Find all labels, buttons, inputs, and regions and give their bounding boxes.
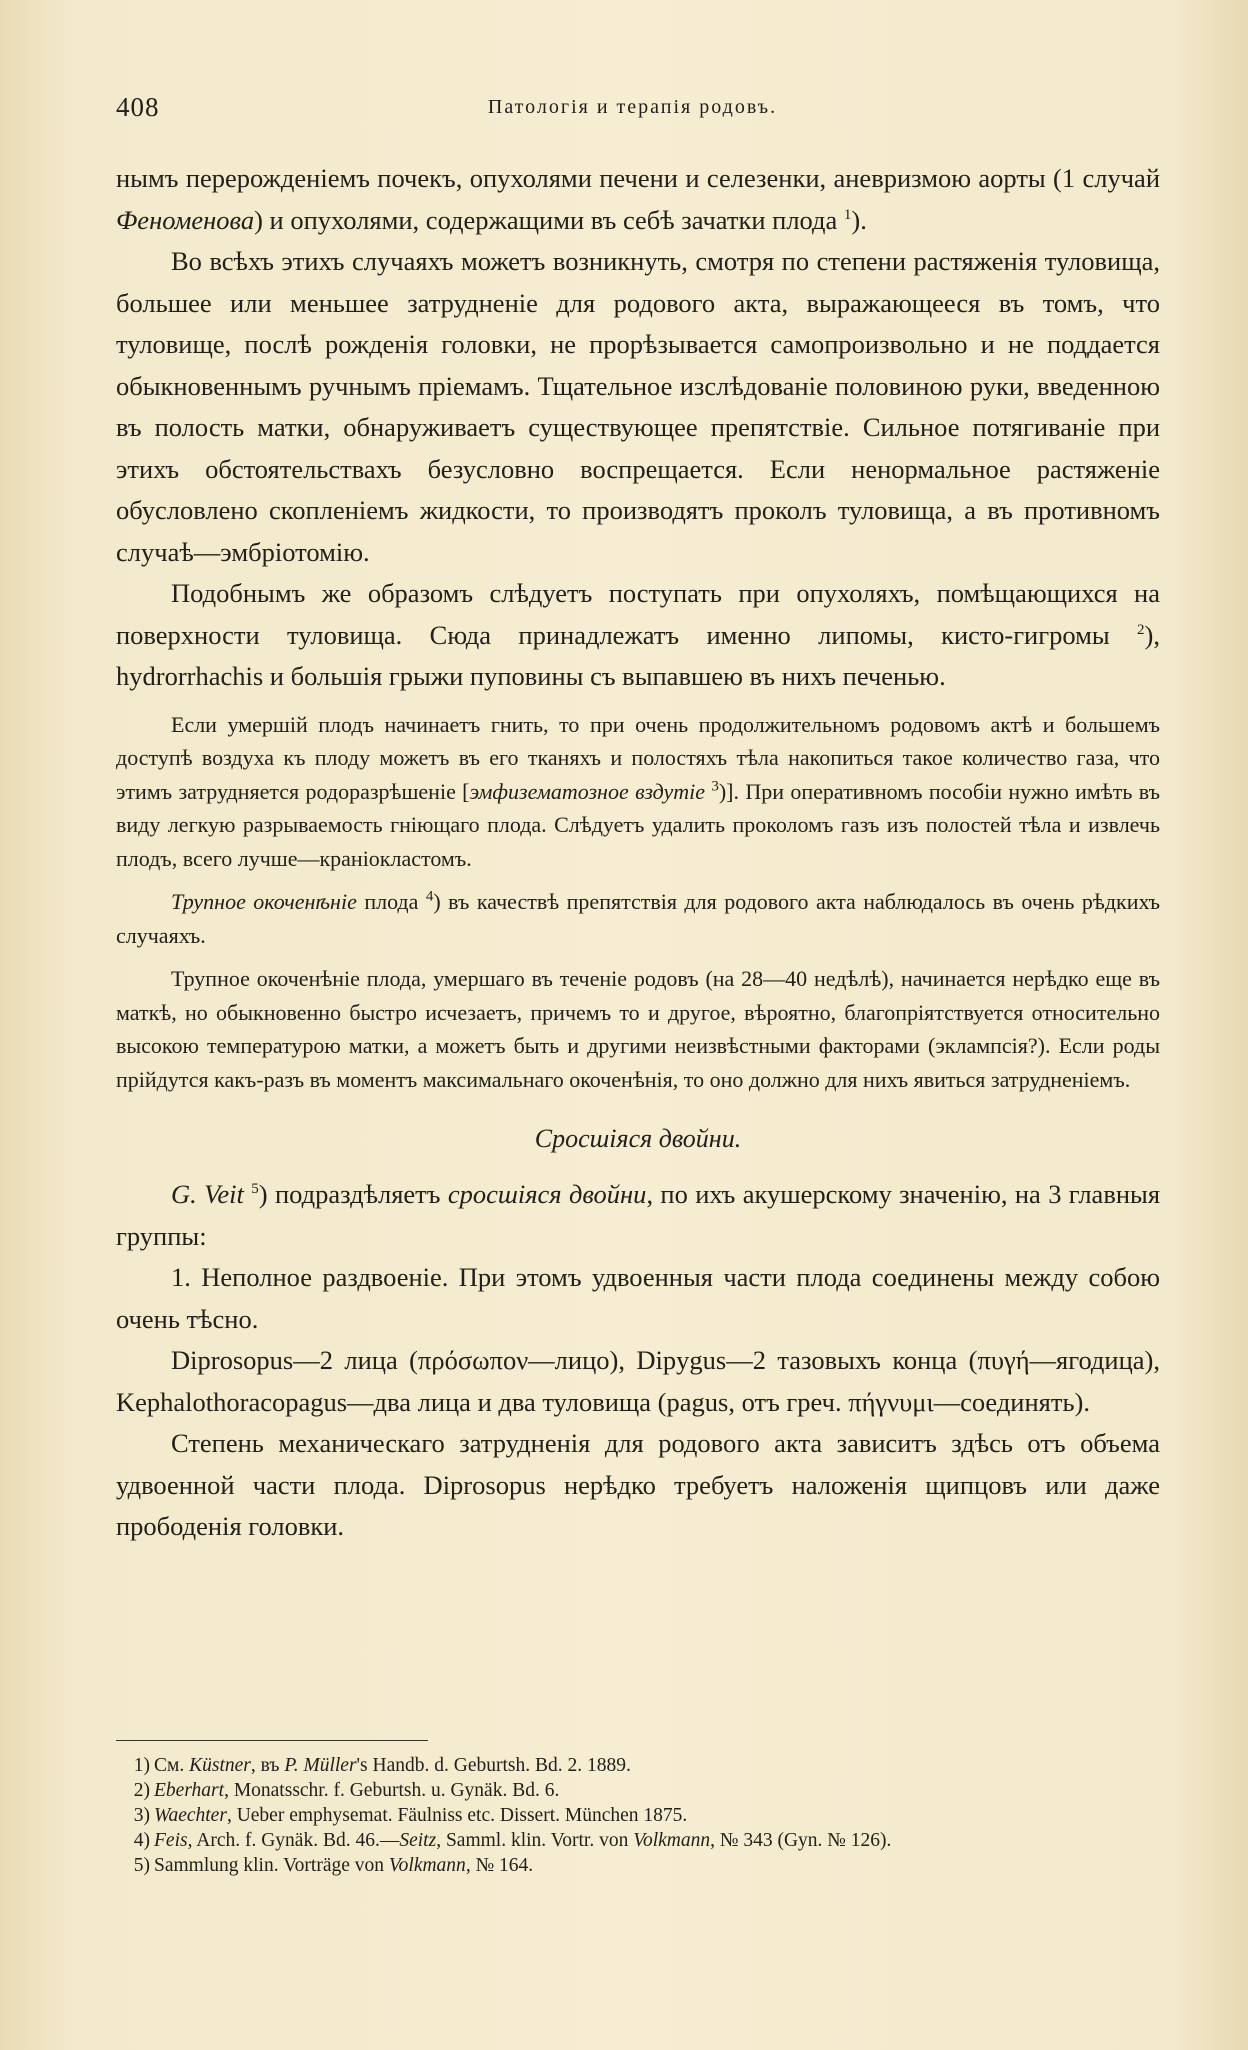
- footnote-ref: 3: [711, 778, 719, 795]
- running-head: Патологія и терапія родовъ.: [487, 96, 778, 118]
- text-run: ) подраздѣляетъ: [258, 1179, 448, 1209]
- text-run: Во всѣхъ этихъ случаяхъ можетъ возникнуть, смотря по степени растяженія туловища, большее или меньшее затрудненіе для родового акта, выражающееся въ томъ, что туловище, послѣ рожденія головки, не прорѣзывается самопроизвольно и не поддается обыкновеннымъ ручнымъ пріемамъ. Тщательное изслѣдованіе половиною руки, введенною въ полость матки, обнаруживаетъ существующее препятствіе. Сильное потягиваніе при этихъ обстоятельствахъ безусловно воспрещается. Если ненормальное растяженіе обусловлено скопленіемъ жидкости, то производятъ проколъ туловища, а въ противномъ случаѣ—эмбріотомію.: [116, 246, 1160, 567]
- paragraph: [116, 573, 1160, 698]
- paragraph: [116, 1340, 1160, 1423]
- text-run: ) и опухолями, содержащими въ себѣ зачатки плода: [254, 204, 844, 235]
- footnote-rule: [116, 1740, 428, 1741]
- italic-text: Seitz: [399, 1830, 437, 1851]
- paragraph: [116, 708, 1160, 876]
- footnote-mark: 1): [133, 1755, 150, 1776]
- footnote: [116, 1803, 1160, 1828]
- text-run: 's Handb. d. Geburtsh. Bd. 2. 1889.: [356, 1755, 631, 1776]
- section-heading: Сросшіяся двойни.: [534, 1124, 742, 1153]
- footnote-mark: 3): [133, 1805, 150, 1826]
- text-run: , въ: [250, 1755, 285, 1776]
- text-run: , Arch. f. Gynäk. Bd. 46.—: [187, 1830, 400, 1851]
- italic-text: Volkmann: [388, 1855, 466, 1876]
- italic-text: Waechter: [154, 1805, 227, 1826]
- text-run: Если умершій плодъ начинаетъ гнить, то при очень продолжительномъ родовомъ актѣ и большемъ доступѣ воздуха къ плоду можетъ въ его тканяхъ и полостяхъ тѣла накопиться такое количество газа, что этимъ затрудняется родоразрѣшеніе [: [116, 711, 1160, 804]
- paragraph: [116, 1257, 1160, 1340]
- paragraph: [116, 1423, 1160, 1548]
- footnote: [116, 1853, 1160, 1878]
- text-run: плода: [356, 889, 426, 914]
- italic-text: Трупное окоченѣніе: [171, 889, 357, 914]
- footnote-mark: 2): [133, 1780, 150, 1801]
- paragraph: [116, 241, 1160, 573]
- text-run: Подобнымъ же образомъ слѣдуетъ поступать при опухоляхъ, помѣщающихся на поверхности туловища. Сюда принадлежатъ именно липомы, кисто-гигромы: [116, 578, 1160, 650]
- text-run: , № 343 (Gyn. № 126).: [710, 1830, 892, 1851]
- page-number: 408: [116, 92, 160, 122]
- footnotes: [116, 1740, 1160, 1878]
- footnote-ref: 2: [1137, 621, 1145, 638]
- italic-text: P. Müller: [284, 1755, 357, 1776]
- italic-text: Küstner: [189, 1755, 251, 1776]
- text-run: , по ихъ акушерскому значенію, на 3 главныя группы:: [116, 1179, 1161, 1251]
- paragraph-group-2: [116, 1174, 1160, 1548]
- paragraph: [116, 1174, 1160, 1257]
- italic-text: Eberhart: [154, 1780, 225, 1801]
- text-run: нымъ перерожденіемъ почекъ, опухолями печени и селезенки, аневризмою аорты (1 случай: [116, 163, 1160, 193]
- text-run: , Monatsschr. f. Geburtsh. u. Gynäk. Bd. 6.: [224, 1780, 560, 1801]
- footnote-ref: 5: [251, 1181, 259, 1198]
- footnote-list: [116, 1753, 1160, 1878]
- paragraph: [116, 885, 1160, 952]
- main-text: [116, 158, 1160, 1548]
- text-run: Степень механическаго затрудненія для родового акта зависитъ здѣсь отъ объема удвоенной части плода. Diprosopus нерѣдко требуетъ наложенія щипцовъ или даже прободенія головки.: [116, 1428, 1160, 1541]
- italic-text: Volkmann: [633, 1830, 711, 1851]
- italic-text: Феноменова: [116, 204, 255, 235]
- text-run: Diprosopus—2 лица (πρόσωπον—лицо), Dipygus—2 тазовыхъ конца (πυγή—ягодица), Kephalothoracopagus—два лица и два туловища (pagus, отъ греч. πήγνυμι—соединять).: [116, 1345, 1160, 1417]
- italic-text: G. Veit: [171, 1179, 244, 1209]
- italic-text: эмфизематозное вздутіе: [469, 778, 705, 804]
- footnote-ref: 4: [425, 888, 434, 905]
- footnote-mark: 4): [133, 1830, 150, 1851]
- text-run: , Samml. klin. Vortr. von: [436, 1830, 634, 1851]
- text-run: Sammlung klin. Vorträge von: [154, 1855, 389, 1876]
- text-run: Трупное окоченѣніе плода, умершаго въ теченіе родовъ (на 28—40 недѣлѣ), начинается нерѣдко еще въ маткѣ, но обыкновенно быстро исчезаетъ, причемъ то и другое, вѣроятно, благопріятствуется относительно высокою температурою матки, а можетъ быть и другими неизвѣстными факторами (эклампсія?). Если роды прійдутся какъ-разъ въ моментъ максимальнаго окоченѣнія, то оно должно для нихъ явиться затрудненіемъ.: [116, 966, 1160, 1092]
- text-run: , Ueber emphysemat. Fäulniss etc. Dissert. München 1875.: [226, 1805, 688, 1826]
- text-run: )]. При оперативномъ пособіи нужно имѣть въ виду легкую разрываемость гніющаго плода. Слѣдуетъ удалить проколомъ газъ изъ полостей тѣла и извлечь плодъ, всего лучше—краніокластомъ.: [116, 778, 1160, 871]
- footnote-mark: 5): [133, 1855, 150, 1876]
- text-run: ), hydrorrhachis и большія грыжи пуповины съ выпавшею въ нихъ печенью.: [116, 619, 1160, 691]
- paragraph: [116, 962, 1160, 1096]
- footnote: [116, 1753, 1160, 1778]
- text-run: ).: [851, 204, 867, 235]
- page-header: [110, 92, 1155, 132]
- text-run: , № 164.: [465, 1855, 534, 1876]
- text-run: ) въ качествѣ препятствія для родового акта наблюдалось въ очень рѣдкихъ случаяхъ.: [116, 889, 1161, 948]
- footnote-ref: 1: [843, 206, 852, 223]
- text-run: См.: [154, 1755, 190, 1776]
- italic-text: Feis: [154, 1830, 188, 1851]
- text-run: 1. Неполное раздвоеніе. При этомъ удвоенныя части плода соединены между собою очень тѣсно.: [116, 1262, 1160, 1334]
- footnote: [116, 1828, 1160, 1853]
- paragraph: [116, 158, 1160, 241]
- paragraph-group-1: [116, 158, 1160, 1096]
- italic-text: сросшіяся двойни: [447, 1179, 647, 1209]
- footnote: [116, 1778, 1160, 1803]
